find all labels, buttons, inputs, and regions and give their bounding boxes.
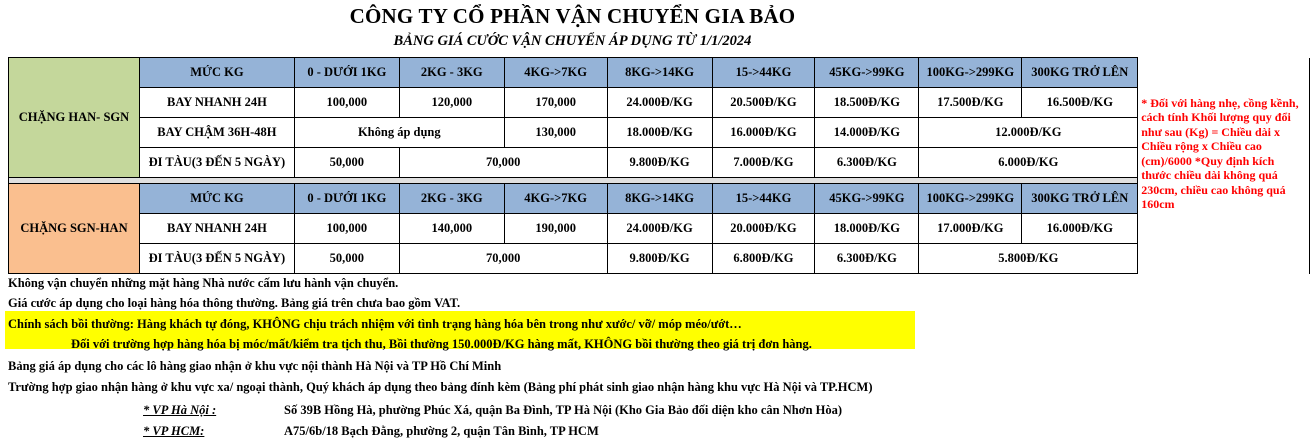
office-hcm-label: * VP HCM: xyxy=(143,424,205,438)
header-cell: 100KG->299KG xyxy=(919,184,1022,214)
header-cell: 0 - DƯỚI 1KG xyxy=(294,184,399,214)
price-cell: 170,000 xyxy=(504,88,607,118)
header-cell: 45KG->99KG xyxy=(815,58,919,88)
header-cell: 2KG - 3KG xyxy=(399,184,504,214)
price-cell: 6.000Đ/KG xyxy=(919,148,1138,178)
service-label: ĐI TÀU(3 ĐẾN 5 NGÀY) xyxy=(139,148,294,178)
price-cell: 17.500Đ/KG xyxy=(919,88,1022,118)
price-cell: 50,000 xyxy=(294,148,399,178)
price-table xyxy=(8,57,1310,274)
price-cell: 100,000 xyxy=(294,88,399,118)
price-cell: 16.000Đ/KG xyxy=(1022,214,1138,244)
price-cell: 16.000Đ/KG xyxy=(712,118,815,148)
table-row xyxy=(9,88,1310,118)
price-cell: 120,000 xyxy=(399,88,504,118)
side-note: * Đối với hàng nhẹ, cồng kềnh, cách tính Khối lượng quy đổi như sau (Kg) = Chiều dài x Chiều rộng x Chiều cao (cm)/6000 *Quy định kích thước chiều dài không quá 230cm, chiều cao không quá 160cm xyxy=(1138,58,1310,274)
table-row xyxy=(9,244,1310,274)
price-cell: 24.000Đ/KG xyxy=(607,88,712,118)
header-cell: MỨC KG xyxy=(139,58,294,88)
service-label: BAY NHANH 24H xyxy=(139,88,294,118)
price-cell: 12.000Đ/KG xyxy=(919,118,1138,148)
note-prohibited: Không vận chuyển những mặt hàng Nhà nước cấm lưu hành vận chuyển. xyxy=(8,276,399,290)
price-cell: 190,000 xyxy=(504,214,607,244)
header-cell: MỨC KG xyxy=(139,184,294,214)
price-list-subtitle: BẢNG GIÁ CƯỚC VẬN CHUYỂN ÁP DỤNG TỪ 1/1/2024 xyxy=(393,33,752,49)
office-hcm-address: A75/6b/18 Bạch Đằng, phường 2, quận Tân Bình, TP HCM xyxy=(284,424,599,438)
header-cell: 15->44KG xyxy=(712,184,815,214)
note-outer-area: Trường hợp giao nhận hàng ở khu vực xa/ ngoại thành, Quý khách áp dụng theo bảng đính kèm (Bảng phí phát sinh giao nhận hàng khu vực Hà Nội và TP.HCM) xyxy=(8,380,873,394)
service-label: BAY NHANH 24H xyxy=(139,214,294,244)
price-cell: 20.000Đ/KG xyxy=(712,214,815,244)
office-hn-label: * VP Hà Nội : xyxy=(143,403,217,417)
price-cell: 9.800Đ/KG xyxy=(607,148,712,178)
price-cell: 9.800Đ/KG xyxy=(607,244,712,274)
price-cell: 14.000Đ/KG xyxy=(815,118,919,148)
header-cell: 15->44KG xyxy=(712,58,815,88)
price-cell: 140,000 xyxy=(399,214,504,244)
header-cell: 100KG->299KG xyxy=(919,58,1022,88)
price-cell: 7.000Đ/KG xyxy=(712,148,815,178)
route2-header-row xyxy=(9,184,1310,214)
route1-header-row xyxy=(9,58,1310,88)
price-cell: 6.300Đ/KG xyxy=(815,148,919,178)
price-cell: 16.500Đ/KG xyxy=(1022,88,1138,118)
price-cell: 24.000Đ/KG xyxy=(607,214,712,244)
route2-name: CHẶNG SGN-HAN xyxy=(9,184,140,274)
price-cell: 20.500Đ/KG xyxy=(712,88,815,118)
price-cell: 70,000 xyxy=(399,148,607,178)
note-vat: Giá cước áp dụng cho loại hàng hóa thông thường. Bảng giá trên chưa bao gồm VAT. xyxy=(8,296,461,310)
route1-name: CHẶNG HAN- SGN xyxy=(9,58,140,178)
table-row xyxy=(9,148,1310,178)
table-row xyxy=(9,214,1310,244)
office-hn-address: Số 39B Hồng Hà, phường Phúc Xá, quận Ba Đình, TP Hà Nội (Kho Gia Bảo đối diện kho cân Nhơn Hòa) xyxy=(284,403,843,417)
header-cell: 4KG->7KG xyxy=(504,184,607,214)
price-cell: 100,000 xyxy=(294,214,399,244)
price-cell: Không áp dụng xyxy=(294,118,504,148)
header-cell: 0 - DƯỚI 1KG xyxy=(294,58,399,88)
note-compensation: Chính sách bồi thường: Hàng khách tự đóng, KHÔNG chịu trách nhiệm với tình trạng hàng hóa bên trong như xước/ vỡ/ móp méo/ướt… xyxy=(8,317,742,331)
note-loss-compensation: Đối với trường hợp hàng hóa bị móc/mất/kiểm tra tịch thu, Bồi thường 150.000Đ/KG hàng mất, KHÔNG bồi thường theo giá trị đơn hàng. xyxy=(71,337,812,351)
price-cell: 18.000Đ/KG xyxy=(815,214,919,244)
header-cell: 8KG->14KG xyxy=(607,184,712,214)
price-cell: 70,000 xyxy=(399,244,607,274)
header-cell: 300KG TRỞ LÊN xyxy=(1022,184,1138,214)
header-cell: 300KG TRỞ LÊN xyxy=(1022,58,1138,88)
price-cell: 18.000Đ/KG xyxy=(607,118,712,148)
table-row xyxy=(9,118,1310,148)
note-area: Bảng giá áp dụng cho các lô hàng giao nhận ở khu vực nội thành Hà Nội và TP Hồ Chí Minh xyxy=(8,359,502,373)
price-cell: 18.500Đ/KG xyxy=(815,88,919,118)
service-label: ĐI TÀU(3 ĐẾN 5 NGÀY) xyxy=(139,244,294,274)
company-title: CÔNG TY CỔ PHẦN VẬN CHUYỂN GIA BẢO xyxy=(349,4,796,28)
price-cell: 130,000 xyxy=(504,118,607,148)
service-label: BAY CHẬM 36H-48H xyxy=(139,118,294,148)
price-cell: 5.800Đ/KG xyxy=(919,244,1138,274)
price-cell: 17.000Đ/KG xyxy=(919,214,1022,244)
header-cell: 45KG->99KG xyxy=(815,184,919,214)
header-cell: 2KG - 3KG xyxy=(399,58,504,88)
price-cell: 6.800Đ/KG xyxy=(712,244,815,274)
price-cell: 50,000 xyxy=(294,244,399,274)
price-cell: 6.300Đ/KG xyxy=(815,244,919,274)
header-cell: 4KG->7KG xyxy=(504,58,607,88)
header-cell: 8KG->14KG xyxy=(607,58,712,88)
